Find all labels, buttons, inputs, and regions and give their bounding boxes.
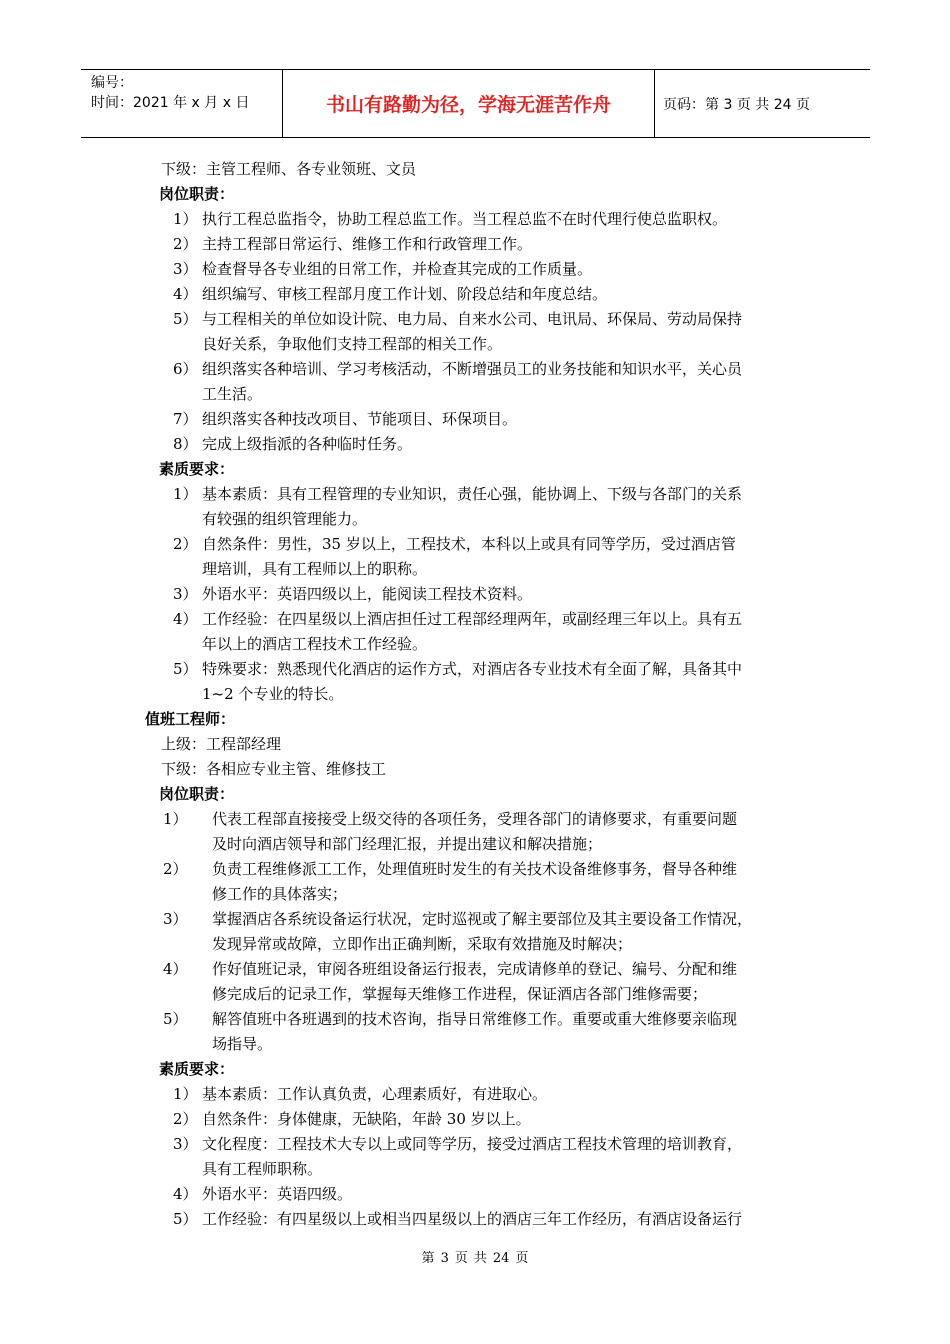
list-item-number: 6）: [173, 360, 198, 378]
list-item-number: 2）: [173, 235, 198, 253]
list-item-number: 1）: [173, 210, 198, 228]
list-item-text: 掌握酒店各系统设备运行状况，定时巡视或了解主要部位及其主要设备工作情况，: [212, 910, 753, 928]
list-item-number: 8）: [173, 435, 198, 453]
list-item-text: 外语水平：英语四级。: [202, 1185, 353, 1203]
section1-duties-heading: 岗位职责：: [159, 185, 235, 203]
header-page-label: 页码：第 3 页 共 24 页: [663, 96, 810, 113]
list-item-text: 检查督导各专业组的日常工作，并检查其完成的工作质量。: [202, 260, 593, 278]
list-item-number: 3）: [173, 585, 198, 603]
list-item-number: 3）: [163, 910, 188, 928]
list-item-text: 理培训，具有工程师以上的职称。: [202, 560, 428, 578]
header-meta: [81, 70, 283, 137]
list-item-number: 4）: [173, 1185, 198, 1203]
section1-quality-heading: 素质要求：: [159, 460, 235, 478]
footer-word-ye: 页: [454, 1251, 468, 1266]
list-item-text: 年以上的酒店工程技术工作经验。: [202, 635, 428, 653]
document-date-label: 时间：2021 年 x 月 x 日: [91, 95, 250, 111]
document-number-label: 编号：: [91, 75, 133, 91]
list-item-number: 2）: [173, 535, 198, 553]
section2-duties-heading: 岗位职责：: [159, 785, 235, 803]
list-item-text: 场指导。: [212, 1035, 273, 1053]
section2-superior: 上级：工程部经理: [161, 735, 282, 753]
list-item-number: 4）: [173, 285, 198, 303]
list-item-text: 主持工程部日常运行、维修工作和行政管理工作。: [202, 235, 533, 253]
list-item-text: 完成上级指派的各种临时任务。: [202, 435, 413, 453]
list-item-number: 3）: [173, 260, 198, 278]
list-item-number: 3）: [173, 1135, 198, 1153]
page-footer: [0, 1247, 950, 1266]
list-item-text: 代表工程部直接接受上级交待的各项任务，受理各部门的请修要求，有重要问题: [212, 810, 738, 828]
section1-subordinates: 下级：主管工程师、各专业领班、文员: [161, 160, 417, 178]
list-item-number: 5）: [173, 310, 198, 328]
list-item-text: 1~2 个专业的特长。: [202, 685, 344, 703]
section2-subordinates: 下级：各相应专业主管、维修技工: [161, 760, 387, 778]
list-item-number: 5）: [163, 1010, 188, 1028]
list-item-text: 工生活。: [202, 385, 263, 403]
list-item-text: 有较强的组织管理能力。: [202, 510, 368, 528]
list-item-number: 2）: [173, 1110, 198, 1128]
list-item-text: 文化程度：工程技术大专以上或同等学历，接受过酒店工程技术管理的培训教育，: [202, 1135, 743, 1153]
list-item-number: 1）: [173, 485, 198, 503]
section2-title: 值班工程师：: [145, 710, 236, 728]
list-item-text: 工作经验：在四星级以上酒店担任过工程部经理两年，或副经理三年以上。具有五: [202, 610, 743, 628]
list-item-text: 修工作的具体落实；: [212, 885, 348, 903]
list-item-number: 7）: [173, 410, 198, 428]
list-item-text: 工作经验：有四星级以上或相当四星级以上的酒店三年工作经历，有酒店设备运行: [202, 1210, 743, 1228]
list-item-text: 外语水平：英语四级以上，能阅读工程技术资料。: [202, 585, 533, 603]
list-item-text: 执行工程总监指令，协助工程总监工作。当工程总监不在时代理行使总监职权。: [202, 210, 728, 228]
list-item-text: 基本素质：工作认真负责，心理素质好，有进取心。: [202, 1085, 548, 1103]
list-item-text: 组织编写、审核工程部月度工作计划、阶段总结和年度总结。: [202, 285, 608, 303]
list-item-text: 与工程相关的单位如设计院、电力局、自来水公司、电讯局、环保局、劳动局保持: [202, 310, 743, 328]
footer-page-number: 3: [440, 1251, 449, 1266]
list-item-text: 自然条件：身体健康，无缺陷，年龄 30 岁以上。: [202, 1110, 531, 1128]
list-item-number: 1）: [163, 810, 188, 828]
list-item-text: 负责工程维修派工工作，处理值班时发生的有关技术设备维修事务，督导各种维: [212, 860, 738, 878]
list-item-text: 自然条件：男性，35 岁以上，工程技术，本科以上或具有同等学历，受过酒店管: [202, 535, 736, 553]
footer-word-gong: 共: [473, 1251, 487, 1266]
list-item-number: 4）: [163, 960, 188, 978]
section2-quality-heading: 素质要求：: [159, 1060, 235, 1078]
list-item-number: 4）: [173, 610, 198, 628]
list-item-text: 修完成后的记录工作，掌握每天维修工作进程，保证酒店各部门维修需要；: [212, 985, 708, 1003]
list-item-number: 1）: [173, 1085, 198, 1103]
list-item-text: 组织落实各种培训、学习考核活动，不断增强员工的业务技能和知识水平，关心员: [202, 360, 743, 378]
footer-word-ye-2: 页: [515, 1251, 529, 1266]
header-motto: 书山有路勤为径，学海无涯苦作舟: [283, 70, 655, 137]
list-item-text: 具有工程师职称。: [202, 1160, 323, 1178]
list-item-number: 2）: [163, 860, 188, 878]
list-item-text: 特殊要求：熟悉现代化酒店的运作方式，对酒店各专业技术有全面了解，具备其中: [202, 660, 743, 678]
list-item-text: 良好关系，争取他们支持工程部的相关工作。: [202, 335, 503, 353]
list-item-text: 解答值班中各班遇到的技术咨询，指导日常维修工作。重要或重大维修要亲临现: [212, 1010, 738, 1028]
list-item-text: 作好值班记录，审阅各班组设备运行报表，完成请修单的登记、编号、分配和维: [212, 960, 738, 978]
list-item-text: 组织落实各种技改项目、节能项目、环保项目。: [202, 410, 518, 428]
list-item-number: 5）: [173, 1210, 198, 1228]
list-item-text: 发现异常或故障，立即作出正确判断，采取有效措施及时解决；: [212, 935, 633, 953]
list-item-number: 5）: [173, 660, 198, 678]
list-item-text: 及时向酒店领导和部门经理汇报，并提出建议和解决措施；: [212, 835, 603, 853]
footer-total-pages: 24: [492, 1251, 510, 1266]
footer-word-di: 第: [421, 1251, 435, 1266]
list-item-text: 基本素质：具有工程管理的专业知识，责任心强，能协调上、下级与各部门的关系: [202, 485, 743, 503]
page-header: [81, 69, 870, 138]
